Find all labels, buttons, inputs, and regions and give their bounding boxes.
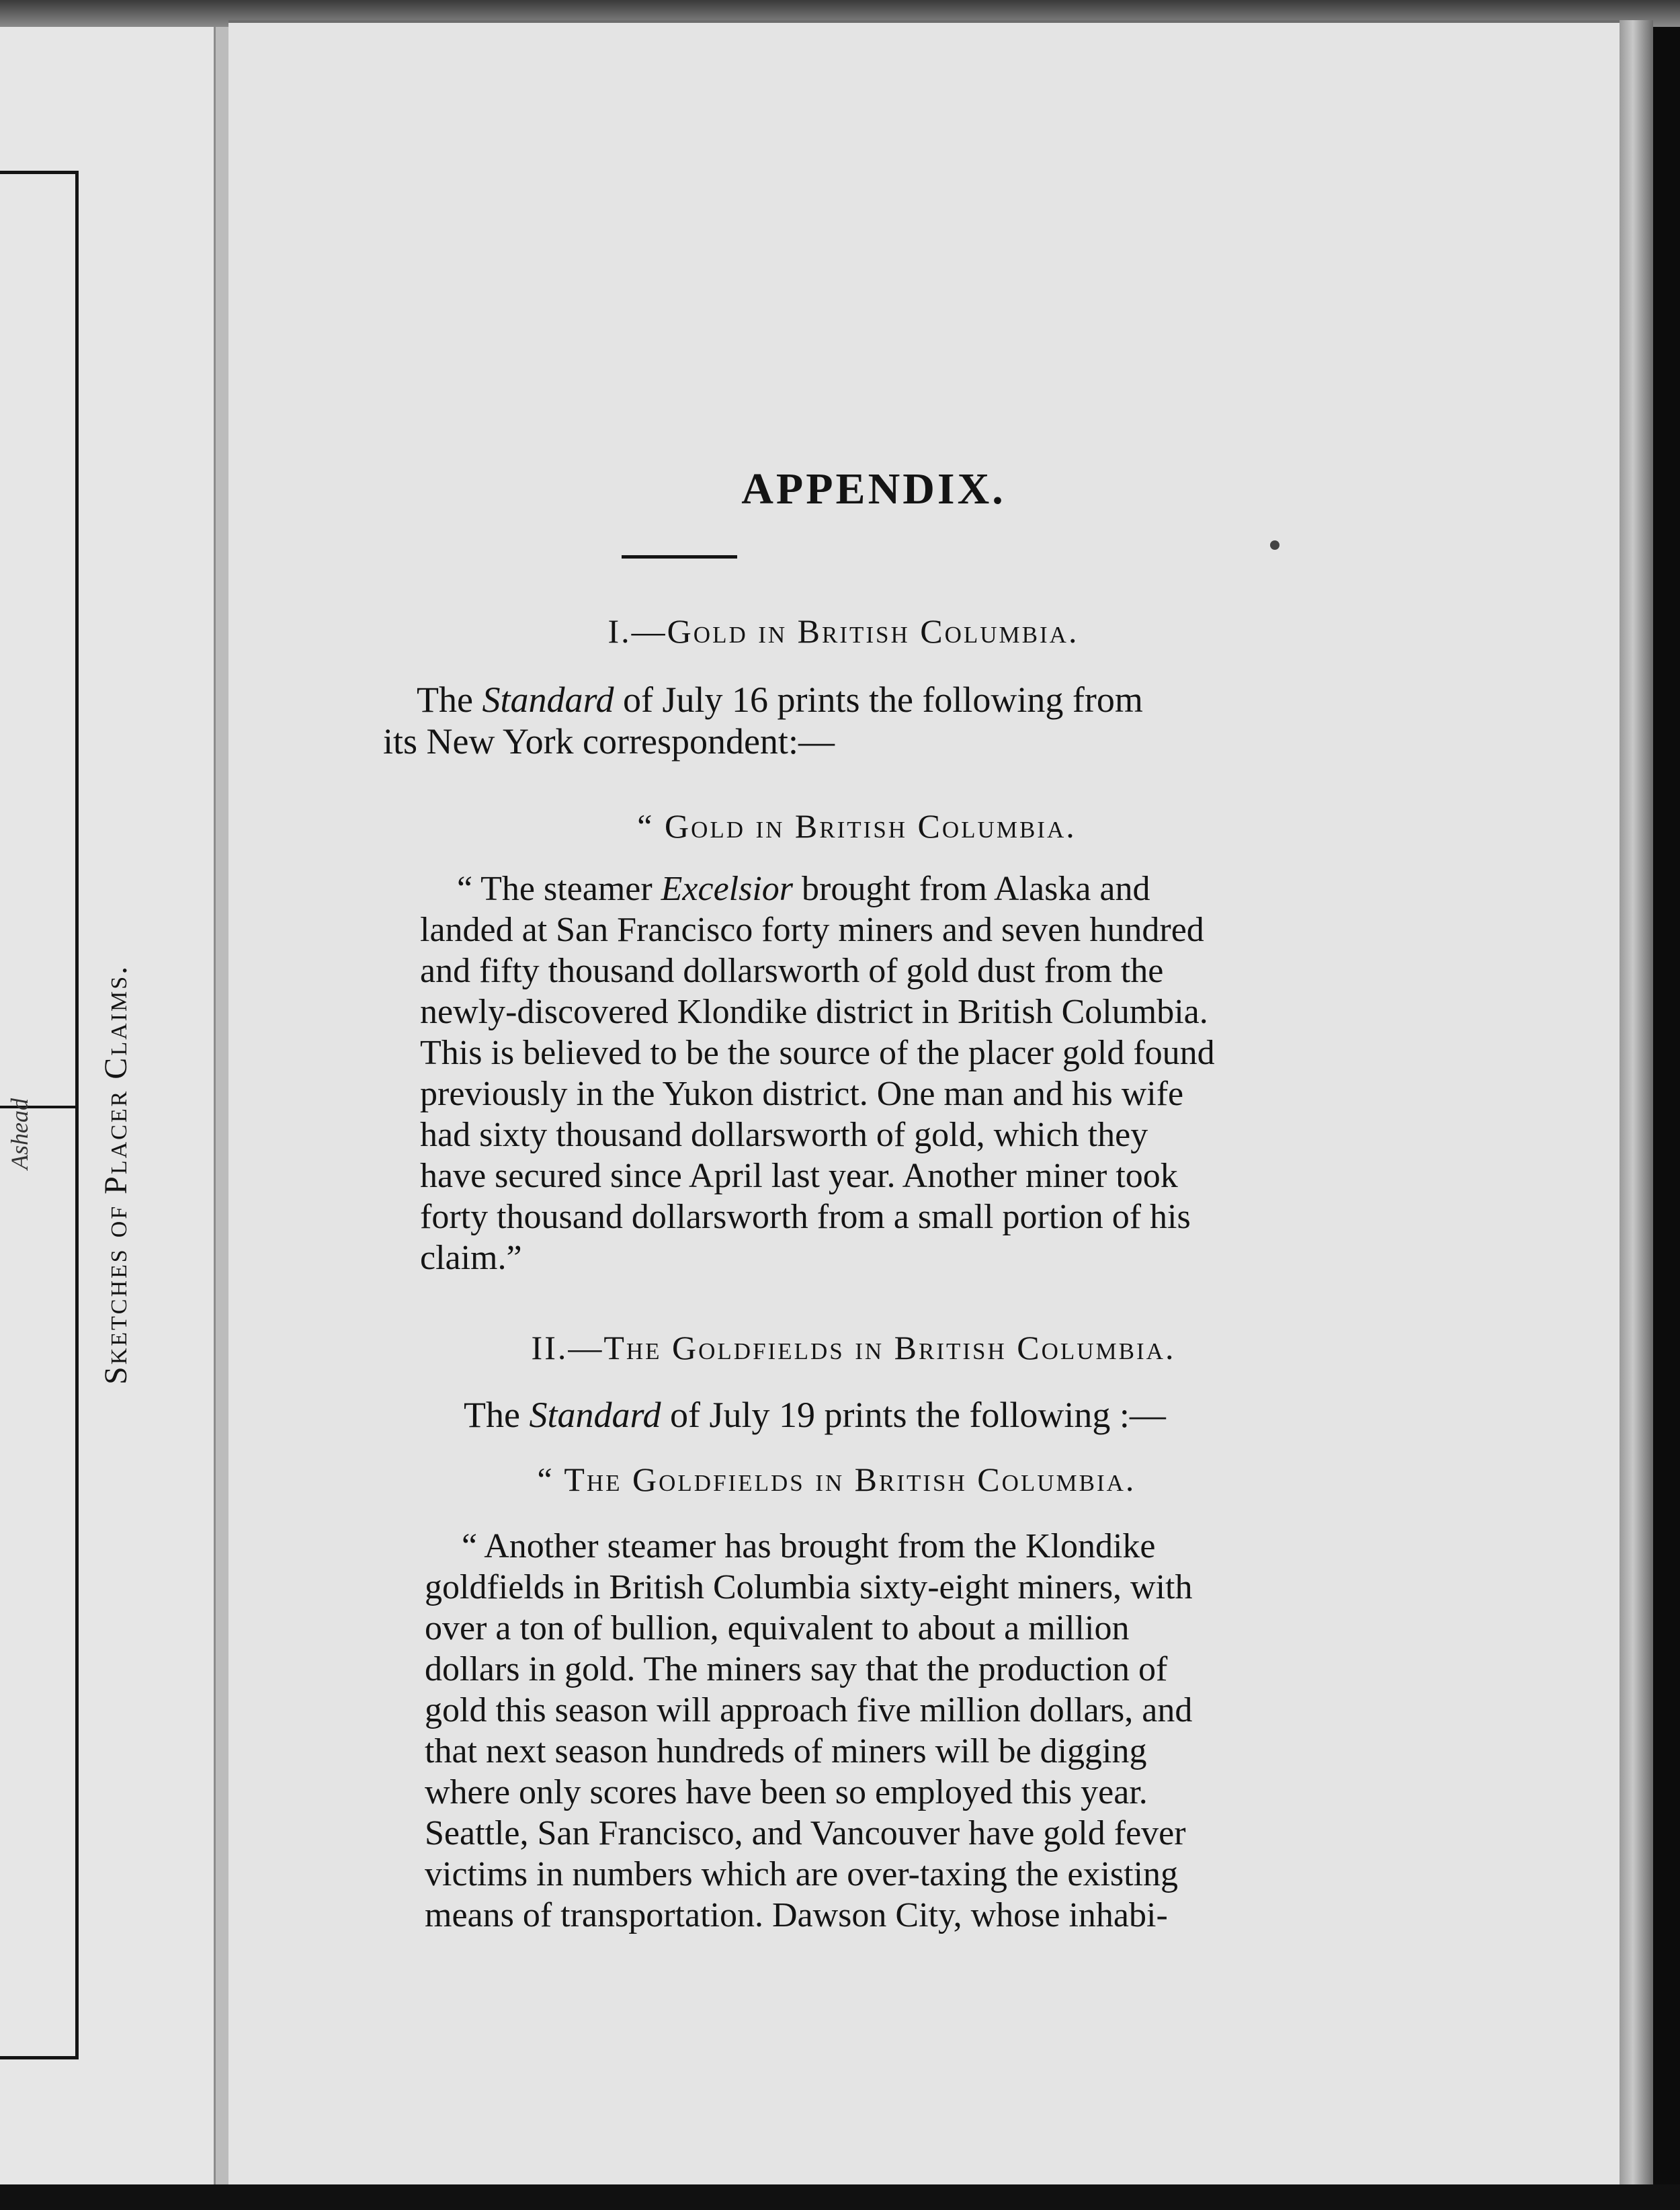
section-title-1: I.—Gold in British Columbia. — [607, 612, 1079, 650]
quote-line: have secured since April last year. Another miner took — [420, 1157, 1178, 1195]
quote-line: means of transportation. Dawson City, whose inhabi- — [425, 1896, 1168, 1934]
quote-line: forty thousand dollarsworth from a small portion of his — [420, 1198, 1191, 1236]
section-title-2: II.—The Goldfields in British Columbia. — [531, 1329, 1176, 1366]
section2-intro: The Standard of July 19 prints the following :— — [464, 1395, 1166, 1435]
map-handwritten-note: Ashead — [6, 1098, 33, 1170]
quote-line: claim.” — [420, 1239, 522, 1277]
intro-line: its New York correspondent:— — [383, 721, 835, 762]
quote-line: that next season hundreds of miners will be digging — [425, 1732, 1147, 1770]
quote-line: newly-discovered Klondike district in British Columbia. — [420, 993, 1208, 1031]
quote-line: landed at San Francisco forty miners and seven hundred — [420, 911, 1204, 949]
quote-line: where only scores have been so employed this year. — [425, 1773, 1148, 1811]
quote-line: over a ton of bullion, equivalent to about a million — [425, 1609, 1130, 1647]
quote-line: gold this season will approach five million dollars, and — [425, 1691, 1193, 1729]
quote-line: previously in the Yukon district. One man and his wife — [420, 1075, 1184, 1113]
quote-line: “ The steamer Excelsior brought from Alaska and — [457, 870, 1150, 908]
intro-line: The Standard of July 16 prints the following from — [417, 680, 1143, 720]
section1-intro — [383, 679, 1626, 762]
left-page — [0, 27, 219, 2184]
quote-title-2: “ The Goldfields in British Columbia. — [537, 1461, 1136, 1498]
appendix-heading: APPENDIX. — [741, 464, 1006, 514]
binding-bottom-edge — [0, 2184, 1680, 2210]
quote-line: and fifty thousand dollarsworth of gold dust from the — [420, 952, 1164, 990]
quote-line: Seattle, San Francisco, and Vancouver have gold fever — [425, 1814, 1186, 1852]
quote-line: had sixty thousand dollarsworth of gold, which they — [420, 1116, 1148, 1154]
quote-title-1: “ Gold in British Columbia. — [637, 807, 1077, 845]
quote-line: This is believed to be the source of the placer gold found — [420, 1034, 1215, 1072]
quote-line: goldfields in British Columbia sixty-eight miners, with — [425, 1568, 1193, 1606]
quote-body-2 — [425, 1526, 1634, 1936]
quote-line: dollars in gold. The miners say that the production of — [425, 1650, 1168, 1688]
map-title-vertical: Sketches of Placer Claims. — [98, 964, 134, 1385]
quote-body-1 — [420, 868, 1630, 1278]
paper-speck — [1270, 540, 1279, 550]
quote-line: victims in numbers which are over-taxing the existing — [425, 1855, 1179, 1893]
quote-line: “ Another steamer has brought from the Klondike — [462, 1527, 1156, 1565]
heading-rule — [622, 555, 737, 559]
